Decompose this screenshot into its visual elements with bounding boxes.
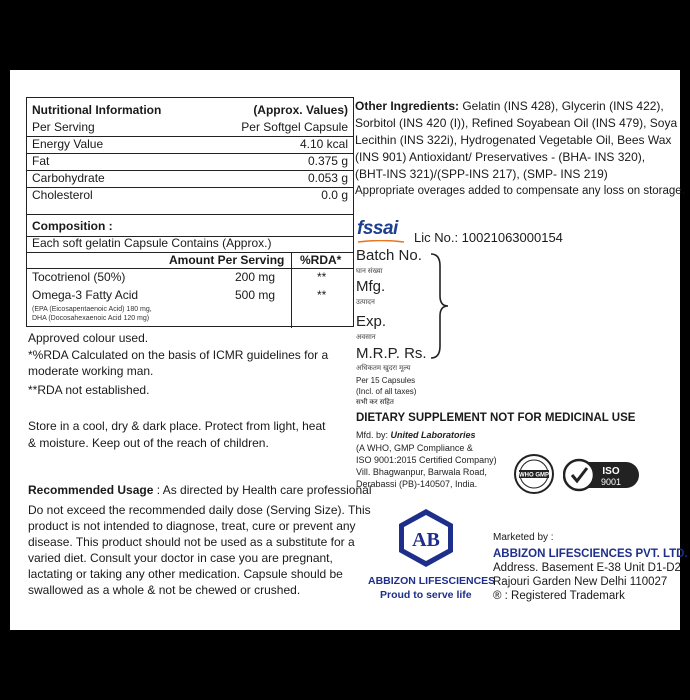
label-panel [10,70,688,630]
svg-text:ISO: ISO [602,466,620,477]
nutrition-row [27,170,353,187]
usage-line: lactating or taking any other medication. Capsule should be [28,567,343,581]
serving-row [27,119,353,136]
nutrient-label: Cholesterol [32,188,93,202]
rda-note: *%RDA Calculated on the basis of ICMR guidelines for a [28,348,329,362]
abbizon-logo-icon [396,507,456,569]
usage-line: swallowed as a whole & not be chewed or crushed. [28,583,301,597]
composition-note: (EPA (Eicosapentaenoic Acid) 180 mg, [32,306,152,313]
composition-item-rda: ** [317,288,327,302]
usage-label: Recommended Usage [28,483,154,497]
nutrition-row [27,187,353,204]
marketed-company: ABBIZON LIFESCIENCES PVT. LTD. [493,548,688,560]
mfd-heading [356,430,476,441]
fssai-logo: fssai [357,218,398,239]
marketed-line: Address. Basement E-38 Unit D1-D2 [493,562,681,574]
composition-note: DHA (Docosahexaenoic Acid 120 mg) [32,315,150,322]
usage-line: disease. This product should not be used as a substitute for a [28,535,355,549]
mfg-label-hindi: उत्पादन [356,299,375,306]
storage-note: & moisture. Keep out of the reach of children. [28,436,269,450]
svg-text:WHO GMP: WHO GMP [519,472,549,479]
nutrient-label: Energy Value [32,137,104,151]
usage-line: varied diet. Consult your doctor in case you are pregnant, [28,551,333,565]
ingredients-line: Sorbitol (INS 420 (I)), Refined Soyabean Oil (INS 479), Soya [355,116,678,130]
brace-icon [428,252,452,360]
usage-heading [28,482,372,498]
nutrient-value: 0.053 g [307,171,348,185]
brand-tagline: Proud to serve life [380,589,472,601]
ingredients-label: Other Ingredients: [355,99,460,113]
nutrient-label: Fat [32,154,50,168]
mfd-line: ISO 9001:2015 Certified Company) [356,455,497,465]
who-gmp-badge-icon [513,453,555,495]
exp-label-hindi: अवसान [356,334,376,341]
mfd-line: Derabassi (PB)-140507, India. [356,479,478,489]
rda-note: **RDA not established. [28,383,150,397]
marketed-label: Marketed by : [493,532,554,543]
nutrient-value: 0.375 g [307,154,348,168]
nutrient-value: 4.10 kcal [299,137,348,151]
rda-note: moderate working man. [28,364,154,378]
nutrient-value: 0.0 g [321,188,348,202]
usage-text: : As directed by Health care professional [153,483,372,497]
ingredients-line [355,98,664,114]
marketed-line: Rajouri Garden New Delhi 110027 [493,576,668,588]
overages-note: Appropriate overages added to compensate any loss on storage. [355,185,685,197]
brand-name: ABBIZON LIFESCIENCES [368,575,496,587]
ingredients-line: Lecithin (INS 322i), Hydrogenated Vegetable Oil, Bees Wax [355,133,672,147]
fssai-swoosh-icon [358,240,404,244]
mrp-per: Per 15 Capsules [356,376,416,385]
marketed-line: ® : Registered Trademark [493,590,625,602]
mrp-label: M.R.P. Rs. [356,345,427,362]
nutrition-header-row [27,102,353,119]
composition-item-name: Tocotrienol (50%) [32,270,126,284]
mrp-incl: (Incl. of all taxes) [356,387,417,396]
nutrient-label: Carbohydrate [32,171,105,185]
svg-text:AB: AB [412,529,440,551]
ingredients-text: Gelatin (INS 428), Glycerin (INS 422), [459,99,664,113]
usage-line: product is not intended to diagnose, treat, cure or prevent any [28,519,356,533]
nutrition-title: Nutritional Information [32,103,162,117]
serving-value: Per Softgel Capsule [241,120,348,134]
nutrition-approx: (Approx. Values) [253,103,348,117]
exp-label: Exp. [356,313,387,330]
rda-header: %RDA* [300,253,342,267]
serving-label: Per Serving [32,120,95,134]
column-divider [291,252,292,328]
nutrition-row [27,136,353,153]
composition-item-name: Omega-3 Fatty Acid [32,288,139,302]
ingredients-line: (INS 901) Antioxidant/ Preservatives - (BHA- INS 320), [355,150,646,164]
fssai-license: Lic No.: 10021063000154 [414,230,563,245]
mfd-label: Mfd. by: [356,430,391,440]
mrp-incl-hindi: सभी कर सहित [356,399,394,406]
amount-header: Amount Per Serving [169,253,285,267]
composition-item-rda: ** [317,270,327,284]
mfd-company: United Laboratories [390,430,476,440]
dietary-note: DIETARY SUPPLEMENT NOT FOR MEDICINAL USE [356,412,636,424]
ingredients-line: (BHT-INS 321)/(SPP-INS 217), (SMP- INS 219) [355,167,608,181]
nutrition-row [27,153,353,170]
storage-note: Store in a cool, dry & dark place. Protect from light, heat [28,419,326,433]
composition-item-amount: 500 mg [235,288,276,302]
mfd-line: Vill. Bhagwanpur, Barwala Road, [356,467,487,477]
colour-note: Approved colour used. [28,331,149,345]
batch-label: Batch No. [356,247,422,264]
composition-box [26,214,354,327]
iso-9001-badge-icon [563,458,643,492]
composition-subtitle: Each soft gelatin Capsule Contains (Approx.) [32,236,272,250]
batch-label-hindi: घान संख्या [356,268,383,275]
composition-title: Composition : [32,219,113,233]
mrp-label-hindi: अधिकतम खुदरा मूल्य [356,365,411,372]
svg-text:9001: 9001 [600,477,622,487]
usage-line: Do not exceed the recommended daily dose (Serving Size). This [28,503,371,517]
divider [27,268,353,269]
mfg-label: Mfg. [356,278,386,295]
mfd-line: (A WHO, GMP Compliance & [356,443,473,453]
composition-item-amount: 200 mg [235,270,276,284]
